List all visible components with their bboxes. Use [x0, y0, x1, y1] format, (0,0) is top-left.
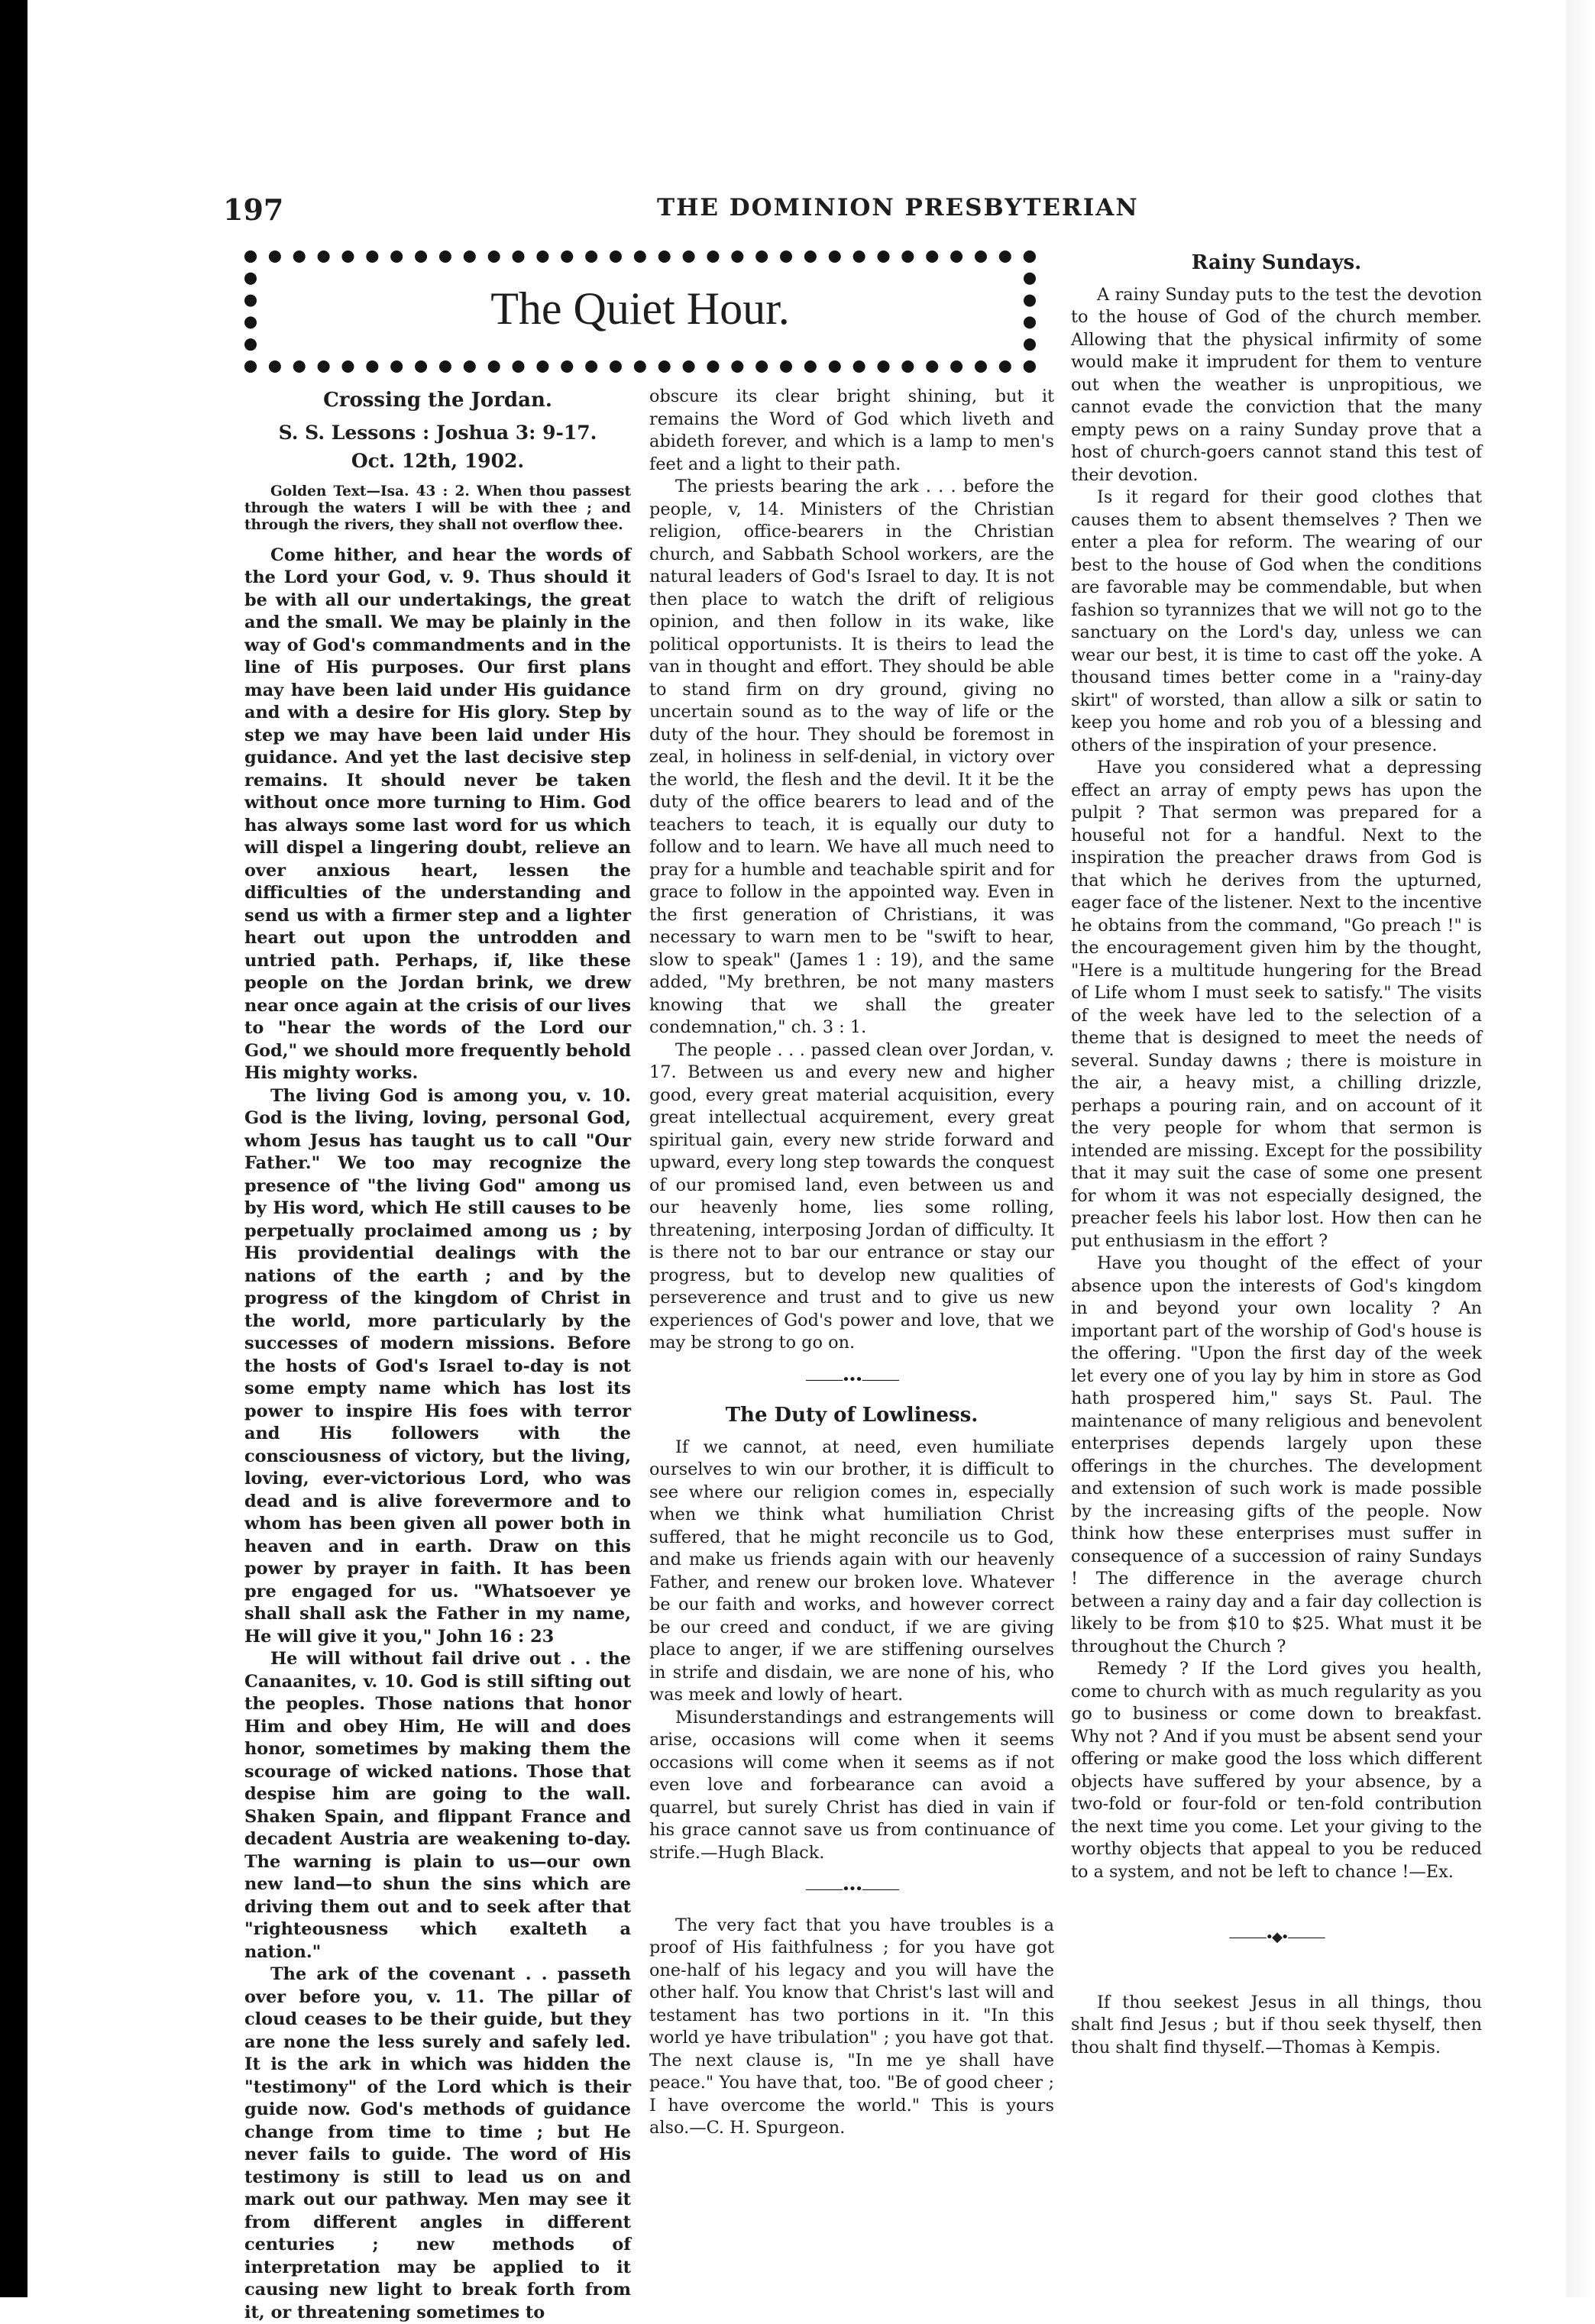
- lesson-date: Oct. 12th, 1902.: [351, 450, 525, 472]
- paragraph: The people . . . passed clean over Jordan, v. 17. Between us and every new and higher good, every great material acquisition, every great intellectual acquirement, every great spiritual gain, every new stride forward and upward, every long step towards the conquest of our promised land, even between us and our heavenly home, lies some rolling, threatening, interposing Jordan of difficulty. It is there not to bar our entrance or stay our progress, but to develop new qualities of perseverence and trust and to give us new experiences of God's power and love, that we may be strong to go on.: [649, 1039, 1054, 1353]
- quote-kempis: If thou seekest Jesus in all things, thou shalt find Jesus ; but if thou seek thyself, then thou shalt find thyself.—Thomas à Kempis.: [1071, 1992, 1482, 2057]
- paragraph: Is it regard for their good clothes that causes them to absent themselves ? Then we enter a plea for reform. The wearing of our best to the house of God when the conditions are favorable may be commendable, but when fashion so tyrannizes that we will not go to the sanctuary on the Lord's day, unless we can wear our best, it is time to cast off the yoke. A thousand times better come in a "rainy-day skirt" of worsted, than allow a silk or satin to keep you home and rob you of a blessing and others of the inspiration of your presence.: [1071, 487, 1482, 755]
- paragraph: The very fact that you have troubles is a proof of His faithfulness ; for you have got one-half of his legacy and you will have the other half. You know that Christ's last will and testament has two portions in it. "In this world ye have tribulation" ; you have got that. The next clause is, "In me ye shall have peace." You have that, too. "Be of good cheer ; I have overcome the world." This is yours also.—C. H. Spurgeon.: [649, 1915, 1054, 2138]
- paragraph: Have you thought of the effect of your absence upon the interests of God's kingdom in and beyond your own locality ? An important part of the worship of God's house is the offering. "Upon the first day of the week let every one of you lay by him in store as God hath prospered him," says St. Paul. The maintenance of many religious and benevolent enterprises depends largely upon these offerings in the churches. The development and extension of such work is made possible by the increasing gifts of the people. Now think how these enterprises must suffer in consequence of a succession of rainy Sundays ! The difference in the average church between a rainy day and a fair day collection is likely to be from $10 to $25. What must it be throughout the Church ?: [1071, 1253, 1482, 1657]
- paragraph: Remedy ? If the Lord gives you health, come to church with as much regularity as you go to business or come down to breakfast. Why not ? And if you must be absent send your offering or make good the loss which different objects have suffered by your absence, by a two-fold or four-fold or ten-fold contribution the next time you come. Let your giving to the worthy objects that appeal to you be reduced to a system, and not be left to chance !—Ex.: [1071, 1659, 1482, 1882]
- page-number: 197: [223, 192, 284, 227]
- paragraph: Have you considered what a depressing effect an array of empty pews has upon the pulpit ? That sermon was prepared for a houseful not for a handful. Next to the inspiration the preacher draws from God is that which he derives from the upturned, eager face of the listener. Next to the incentive he obtains from the command, "Go preach !" is the encouragement given him by the thought, "Here is a multitude hungering for the Bread of Life whom I must seek to satisfy." The visits of the week have led to the selection of a theme that is designed to meet the needs of several. Sunday dawns ; there is moisture in the air, a heavy mist, a chilling drizzle, perhaps a pouring rain, and on account of it the very people for whom that sermon is intended are missing. Except for the possibility that it may suit the case of some one present for whom it was not especially designed, the preacher feels his labor lost. How then can he put enthusiasm in the effort ?: [1071, 758, 1482, 1251]
- column-3: [1071, 252, 1482, 2059]
- lesson-reference: S. S. Lessons : Joshua 3: 9-17.: [278, 421, 597, 444]
- paragraph: The priests bearing the ark . . . before the people, v, 14. Ministers of the Christian religion, office-bearers in the Christian church, and Sabbath School workers, are the natural leaders of God's Israel to day. It is not then place to watch the drift of religious opinion, and then follow in its wake, like political opportunists. It is theirs to lead the van in thought and effort. They should be able to stand firm on dry ground, giving no uncertain sound as to the way of life or the duty of the hour. They should be foremost in zeal, in holiness in self-denial, in victory over the world, the flesh and the devil. It it be the duty of the office bearers to lead and of the teachers to teach, it is equally our duty to follow and to learn. We have all much need to pray for a humble and teachable spirit and for grace to follow in the appointed way. Even in the first generation of Christians, it was necessary to warn men to be "swift to hear, slow to speak" (James 1 : 19), and the same added, "My brethren, be not many masters knowing that we shall the greater condemnation," ch. 3 : 1.: [649, 477, 1054, 1037]
- article-heading-rainy-sundays: Rainy Sundays.: [1191, 251, 1362, 274]
- paragraph: Come hither, and hear the words of the Lord your God, v. 9. Thus should it be with all our undertakings, the great and the small. We may be plainly in the way of God's commandments and in the line of His purposes. Our first plans may have been laid under His guidance and with a desire for His glory. Step by step we may have been laid under His guidance. And yet the last decisive step remains. It should never be taken without once more turning to Him. God has always some last word for us which will dispel a lingering doubt, relieve an over anxious heart, lessen the difficulties of the understanding and send us with a firmer step and a lighter heart out upon the untrodden and untried path. Perhaps, if, like these people on the Jordan brink, we drew near once again at the crisis of our lives to "hear the words of the Lord our God," we should more frequently behold His mighty works.: [244, 545, 631, 1083]
- column-1: [244, 389, 631, 2324]
- paragraph: The living God is among you, v. 10. God is the living, loving, personal God, whom Jesus has taught us to call "Our Father." We too may recognize the presence of "the living God" among us by His word, which He still causes to be perpetually proclaimed among us ; by His providential dealings with the nations of the earth ; and by the progress of the kingdom of Christ in the world, more particularly by the successes of modern missions. Before the hosts of God's Israel to-day is not some empty name which has lost its power to inspire His foes with terror and His followers with the consciousness of victory, but the living, loving, ever-victorious Lord, who was dead and is alive forevermore and to whom has been given all power both in heaven and in earth. Draw on this power by prayer in faith. It has been pre engaged for us. "Whatsoever ye shall shall ask the Father in my name, He will give it you," John 16 : 23: [244, 1085, 631, 1647]
- paragraph: A rainy Sunday puts to the test the devotion to the house of God of the church member. Allowing that the physical infirmity of some would make it imprudent for them to venture out when the weather is unpropitious, we cannot evade the conviction that the many empty pews on a rainy Sunday prove that a host of church-goers cannot stand this test of their devotion.: [1071, 284, 1482, 485]
- divider: ———•••———: [805, 1371, 898, 1388]
- golden-text: Golden Text—Isa. 43 : 2. When thou passest through the waters I will be with thee ; and through the rivers, they shall not overflow thee.: [244, 483, 631, 533]
- banner-title: The Quiet Hour.: [490, 283, 790, 334]
- paragraph: obscure its clear bright shining, but it remains the Word of God which liveth and abideth forever, and which is a lamp to men's feet and a light to their path.: [649, 386, 1054, 474]
- scan-border-right: [1566, 0, 1595, 2297]
- article-heading-duty-of-lowliness: The Duty of Lowliness.: [725, 1404, 979, 1427]
- paragraph: He will without fail drive out . . the Canaanites, v. 10. God is still sifting out the peoples. Those nations that honor Him and obey Him, He will and does honor, sometimes by making them the scourage of wicked nations. Those that despise him are going to the wall. Shaken Spain, and flippant France and decadent Austria are weakening to-day. The warning is plain to us—our own new land—to shun the sins which are driving them out and to seek after that "righteousness which exalteth a nation.": [244, 1649, 631, 1962]
- paragraph: The ark of the covenant . . passeth over before you, v. 11. The pillar of cloud ceases to be their guide, but they are none the less surely and safely led. It is the ark in which was hidden the "testimony" of the Lord which is their guide now. God's methods of guidance change from time to time ; but He never fails to guide. The word of His testimony is still to lead us on and mark out our pathway. Men may see it from different angles in different centuries ; new methods of interpretation may be applied to it causing new light to break forth from it, or threatening sometimes to: [244, 1964, 631, 2322]
- article-heading-crossing-jordan: Crossing the Jordan.: [323, 389, 552, 412]
- column-2: [649, 386, 1054, 2140]
- divider: ———•••———: [805, 1881, 898, 1897]
- section-banner: [244, 251, 1036, 373]
- running-head: THE DOMINION PRESBYTERIAN: [657, 194, 1139, 221]
- paragraph: Misunderstandings and estrangements will arise, occasions will come when it seems occasions will come when it seems as if not even love and forbearance can avoid a quarrel, but surely Christ has died in vain if his grace cannot save us from continuance of strife.—Hugh Black.: [649, 1707, 1054, 1863]
- divider: ———•◆•———: [1228, 1929, 1325, 1945]
- scan-border-left: [0, 0, 28, 2297]
- paragraph: If we cannot, at need, even humiliate ourselves to win our brother, it is difficult to see where our religion comes in, especially when we think what humiliation Christ suffered, that he might reconcile us to God, and make us friends again with our heavenly Father, and renew our broken love. Whatever be our faith and works, and however correct be our creed and conduct, if we are giving place to anger, if we are stiffening ourselves in strife and disdain, we are none of his, who was meek and lowly of heart.: [649, 1437, 1054, 1705]
